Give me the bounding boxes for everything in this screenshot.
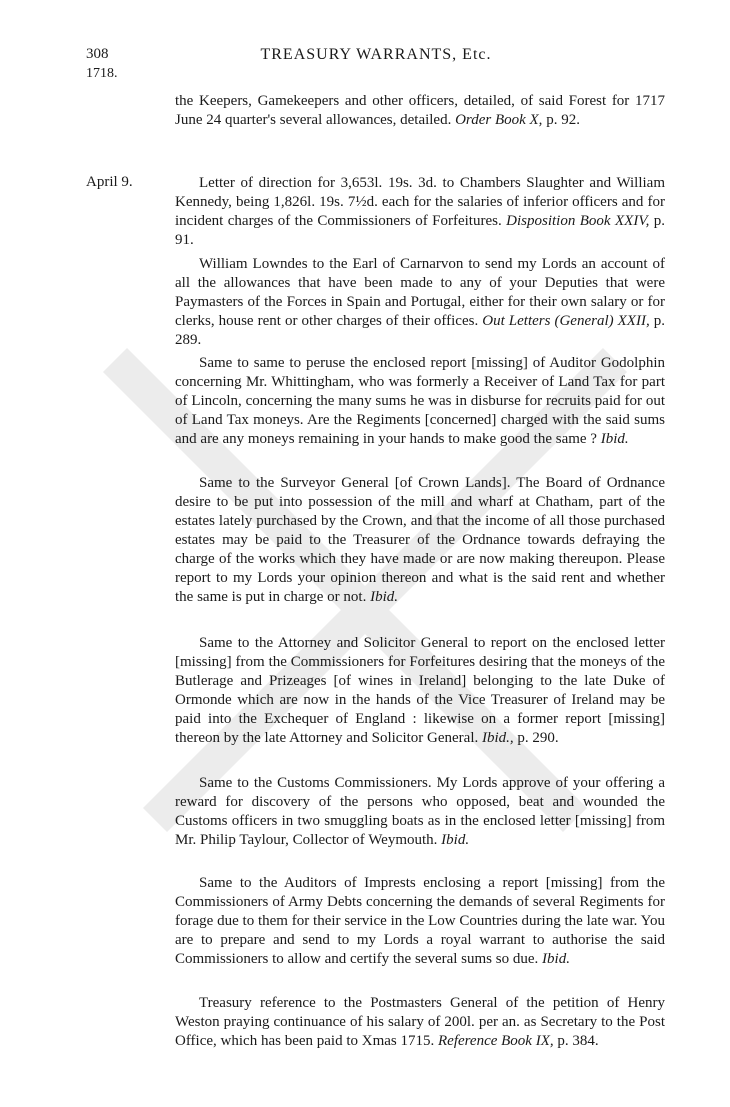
running-title: TREASURY WARRANTS, Etc. xyxy=(260,46,492,63)
entry-body: Same to the Surveyor General [of Crown Lands]. The Board of Ordnance desire to be put into possession of the mill and wharf at Chatham, part of the estates lately purchased by the Crown, and that the income of all those purchased estates may be paid to the Treasurer of the Ordnance towards defraying the charge of the works which they have made or are now making thereupon. Please report to my Lords your opinion thereon and what is the said rent and whether the same is put in charge or not. xyxy=(175,475,665,605)
entry-text xyxy=(175,994,665,1051)
entry-text xyxy=(175,255,665,350)
entry-page: p. 91. xyxy=(175,213,665,248)
margin-year: 1718. xyxy=(86,66,118,81)
entry-page: p. 290. xyxy=(517,730,559,746)
entry-text xyxy=(175,474,665,607)
entry-text xyxy=(175,92,665,130)
entry-text xyxy=(175,354,665,449)
entry-reference: Ibid., xyxy=(482,730,514,746)
entry-body: William Lowndes to the Earl of Carnarvon to send my Lords an account of all the allowances that have been made to any of your Deputies that were Paymasters of the Forces in Spain and Portugal, either for their own salary or for clerks, house rent or other charges of their offices. xyxy=(175,256,665,329)
entry-text xyxy=(175,874,665,969)
entry-reference: Ibid. xyxy=(370,589,399,605)
entry-body: the Keepers, Gamekeepers and other officers, detailed, of said Forest for 1717 June 24 quarter's several allowances, detailed. xyxy=(175,93,665,128)
entry-text xyxy=(175,774,665,850)
entry-page: p. 384. xyxy=(557,1033,599,1049)
entry-reference: Out Letters (General) XXII, xyxy=(482,313,650,329)
entry-body: Treasury reference to the Postmasters General of the petition of Henry Weston praying continuance of his salary of 200l. per an. as Secretary to the Post Office, which has been paid to Xmas 1715. xyxy=(175,995,665,1049)
entry-page: p. 92. xyxy=(546,112,580,128)
entry-body: Same to the Auditors of Imprests enclosing a report [missing] from the Commissioners of Army Debts concerning the demands of several Regiments for forage due to them for their service in the Low Countries during the late war. You are to prepare and send to my Lords a royal warrant to authorise the said Commissioners to allow and certify the several sums so due. xyxy=(175,875,665,967)
entry-page: p. 289. xyxy=(175,313,665,348)
entry-reference: Reference Book IX, xyxy=(438,1033,554,1049)
entry-reference: Order Book X, xyxy=(455,112,543,128)
entry-body: Same to the Customs Commissioners. My Lords approve of your offering a reward for discovery of the persons who opposed, beat and wounded the Customs officers in two smuggling boats as in the enclosed letter [missing] from Mr. Philip Taylour, Collector of Weymouth. xyxy=(175,775,665,848)
entry-body: Same to same to peruse the enclosed report [missing] of Auditor Godolphin concerning Mr. Whittingham, who was formerly a Receiver of Land Tax for part of Lincoln, concerning the many sums he was in disburse for recruits paid for out of Land Tax moneys. Are the Regiments [concerned] charged with the said sums and are any moneys remaining in your hands to make good the same ? xyxy=(175,355,665,447)
entry-reference: Ibid. xyxy=(600,431,629,447)
entry-reference: Ibid. xyxy=(542,951,570,967)
page-header xyxy=(86,46,666,70)
page-number: 308 xyxy=(86,46,109,62)
entry-text xyxy=(175,174,665,250)
entry-reference: Ibid. xyxy=(441,832,470,848)
entry-reference: Disposition Book XXIV, xyxy=(506,213,650,229)
entry-body: Same to the Attorney and Solicitor General to report on the enclosed letter [missing] from the Commissioners for Forfeitures desiring that the moneys of the Butlerage and Prizeages [of wines in Ireland] belonging to the late Duke of Ormonde which are now in the hands of the Vice Treasurer of Ireland may be paid into the Exchequer of England : likewise on a former report [missing] thereon by the late Attorney and Solicitor General. xyxy=(175,635,665,746)
margin-date: April 9. xyxy=(86,174,133,190)
entry-body: Letter of direction for 3,653l. 19s. 3d. to Chambers Slaughter and William Kennedy, being 1,826l. 19s. 7½d. each for the salaries of inferior officers and for incident charges of the Commissioners of Forfeitures. xyxy=(175,175,665,229)
entry-text xyxy=(175,634,665,748)
